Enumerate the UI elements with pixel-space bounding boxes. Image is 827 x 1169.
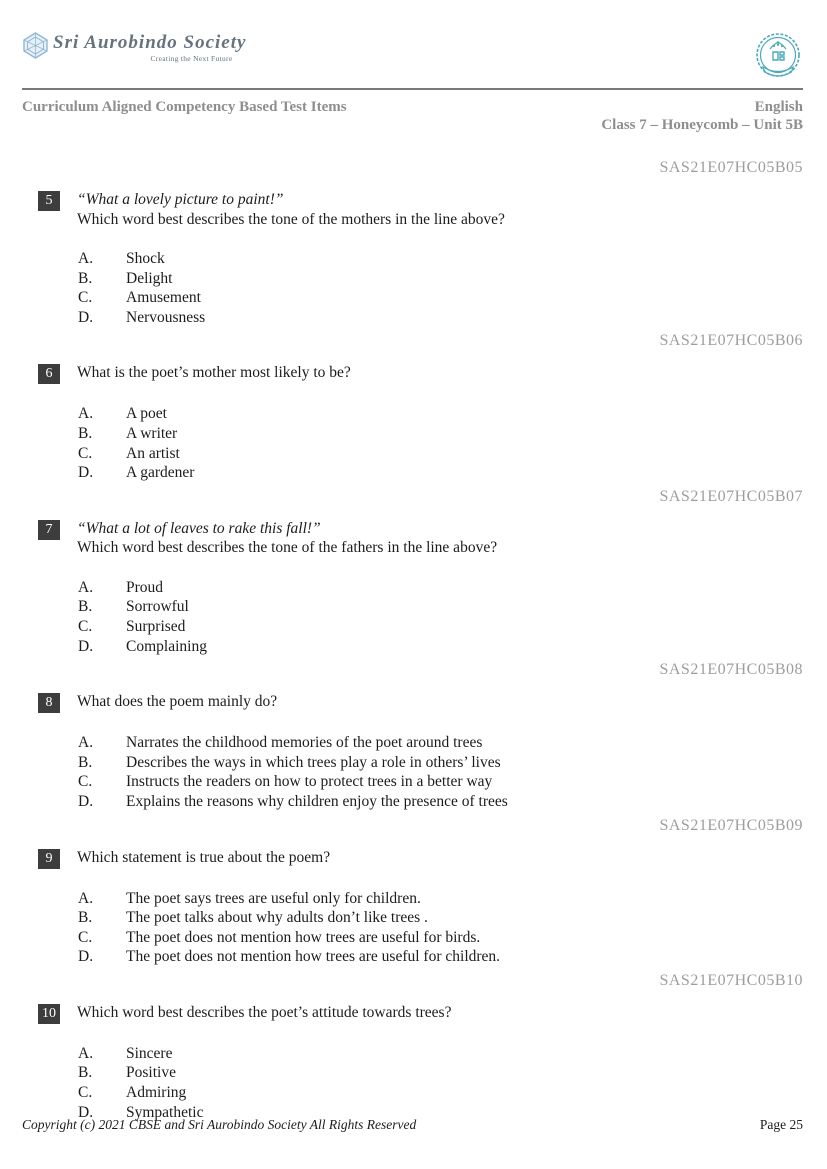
option-letter: B. bbox=[78, 1064, 93, 1082]
option-text: Proud bbox=[126, 578, 164, 596]
option-letter: B. bbox=[78, 753, 93, 771]
document-title: Curriculum Aligned Competency Based Test Items bbox=[22, 99, 347, 115]
options-list bbox=[22, 733, 803, 811]
question-lines bbox=[77, 848, 330, 869]
option-text: A poet bbox=[126, 405, 167, 423]
question-text: Which word best describes the tone of the fathers in the line above? bbox=[77, 539, 498, 557]
option-row bbox=[78, 269, 803, 289]
question-lines bbox=[77, 363, 351, 384]
option-row bbox=[78, 249, 803, 269]
option-row bbox=[78, 928, 803, 948]
option-text: Explains the reasons why children enjoy the presence of trees bbox=[126, 792, 508, 810]
question-text: What is the poet’s mother most likely to be? bbox=[77, 364, 351, 382]
option-text: Sorrowful bbox=[126, 598, 189, 616]
option-letter: C. bbox=[78, 928, 93, 946]
option-letter: C. bbox=[78, 617, 93, 635]
option-row bbox=[78, 288, 803, 308]
option-text: Amusement bbox=[126, 289, 201, 307]
options-list bbox=[22, 249, 803, 327]
option-letter: B. bbox=[78, 424, 93, 442]
option-text: Describes the ways in which trees play a role in others’ lives bbox=[126, 753, 501, 771]
question-lines bbox=[77, 190, 505, 229]
option-row bbox=[78, 578, 803, 598]
question-block bbox=[22, 973, 803, 1122]
option-text: The poet talks about why adults don’t like trees . bbox=[126, 909, 428, 927]
question-number-badge: 5 bbox=[38, 191, 60, 211]
society-logo bbox=[22, 32, 803, 63]
option-row bbox=[78, 772, 803, 792]
option-letter: D. bbox=[78, 308, 94, 326]
question-text: Which word best describes the tone of the mothers in the line above? bbox=[77, 210, 505, 228]
option-text: Sincere bbox=[126, 1044, 173, 1062]
sub-header bbox=[22, 99, 803, 134]
page-number: Page 25 bbox=[759, 1117, 803, 1132]
option-letter: C. bbox=[78, 1084, 93, 1102]
option-text: Instructs the readers on how to protect trees in a better way bbox=[126, 773, 493, 791]
option-row bbox=[78, 1083, 803, 1103]
option-letter: B. bbox=[78, 598, 93, 616]
option-row bbox=[78, 947, 803, 967]
question-code: SAS21E07HC05B07 bbox=[659, 487, 803, 505]
class-unit-label: Class 7 – Honeycomb – Unit 5B bbox=[601, 116, 803, 133]
option-letter: D. bbox=[78, 792, 94, 810]
option-text: A gardener bbox=[126, 464, 195, 482]
question-code: SAS21E07HC05B06 bbox=[659, 332, 803, 350]
question-row bbox=[22, 190, 803, 229]
question-code: SAS21E07HC05B10 bbox=[659, 971, 803, 989]
question-block bbox=[22, 489, 803, 656]
question-number-badge: 6 bbox=[38, 364, 60, 384]
question-number-badge: 8 bbox=[38, 693, 60, 713]
option-text: Surprised bbox=[126, 617, 186, 635]
page-footer bbox=[22, 1117, 803, 1133]
option-letter: A. bbox=[78, 734, 94, 752]
option-letter: A. bbox=[78, 578, 94, 596]
question-quote: “What a lot of leaves to rake this fall!” bbox=[77, 519, 321, 537]
header-divider bbox=[22, 88, 803, 90]
option-row bbox=[78, 424, 803, 444]
options-list bbox=[22, 578, 803, 656]
cbse-logo-icon bbox=[753, 32, 803, 82]
question-block bbox=[22, 662, 803, 811]
society-logo-text bbox=[53, 32, 246, 63]
option-text: Sympathetic bbox=[126, 1103, 204, 1121]
option-row bbox=[78, 617, 803, 637]
copyright-text: Copyright (c) 2021 CBSE and Sri Aurobindo Society All Rights Reserved bbox=[22, 1117, 417, 1132]
questions-list bbox=[22, 160, 803, 1122]
option-row bbox=[78, 1063, 803, 1083]
option-letter: B. bbox=[78, 909, 93, 927]
option-row bbox=[78, 908, 803, 928]
option-row bbox=[78, 1044, 803, 1064]
question-code: SAS21E07HC05B05 bbox=[659, 159, 803, 176]
option-letter: A. bbox=[78, 1044, 94, 1062]
option-letter: C. bbox=[78, 773, 93, 791]
option-row bbox=[78, 733, 803, 753]
option-letter: A. bbox=[78, 889, 94, 907]
question-quote: “What a lovely picture to paint!” bbox=[77, 191, 284, 208]
option-text: Complaining bbox=[126, 637, 207, 655]
option-text: Delight bbox=[126, 269, 173, 287]
page-header bbox=[22, 32, 803, 88]
option-row bbox=[78, 463, 803, 483]
option-row bbox=[78, 753, 803, 773]
option-letter: A. bbox=[78, 405, 94, 423]
society-name: Sri Aurobindo Society bbox=[53, 32, 247, 53]
question-lines bbox=[77, 692, 277, 713]
option-letter: C. bbox=[78, 444, 93, 462]
question-lines bbox=[77, 1003, 451, 1024]
subject-label: English bbox=[754, 99, 803, 115]
option-row bbox=[78, 308, 803, 328]
options-list bbox=[22, 404, 803, 482]
question-block bbox=[22, 160, 803, 327]
question-text: Which statement is true about the poem? bbox=[77, 848, 331, 866]
question-row bbox=[22, 1003, 803, 1024]
option-text: Nervousness bbox=[126, 308, 206, 326]
question-code: SAS21E07HC05B09 bbox=[659, 816, 803, 834]
option-row bbox=[78, 792, 803, 812]
question-row bbox=[22, 363, 803, 384]
options-list bbox=[22, 889, 803, 967]
option-letter: C. bbox=[78, 289, 93, 307]
question-number-badge: 7 bbox=[38, 520, 60, 540]
option-row bbox=[78, 404, 803, 424]
option-letter: A. bbox=[78, 250, 94, 267]
question-number-badge: 9 bbox=[38, 849, 60, 869]
option-row bbox=[78, 444, 803, 464]
option-letter: D. bbox=[78, 948, 94, 966]
options-list bbox=[22, 1044, 803, 1122]
question-row bbox=[22, 848, 803, 869]
question-block bbox=[22, 333, 803, 482]
option-letter: D. bbox=[78, 464, 94, 482]
society-tagline: Creating the Next Future bbox=[150, 54, 233, 63]
option-text: Shock bbox=[126, 250, 165, 267]
question-number-badge: 10 bbox=[38, 1004, 60, 1024]
question-row bbox=[22, 692, 803, 713]
option-letter: D. bbox=[78, 637, 94, 655]
question-code: SAS21E07HC05B08 bbox=[659, 661, 803, 679]
option-text: Positive bbox=[126, 1064, 176, 1082]
question-lines bbox=[77, 519, 497, 558]
subject-block bbox=[601, 99, 803, 134]
option-text: A writer bbox=[126, 424, 178, 442]
question-block bbox=[22, 818, 803, 967]
option-text: An artist bbox=[126, 444, 180, 462]
option-letter: B. bbox=[78, 269, 93, 287]
option-text: The poet does not mention how trees are useful for birds. bbox=[126, 928, 481, 946]
question-row bbox=[22, 519, 803, 558]
question-text: What does the poem mainly do? bbox=[77, 693, 278, 711]
option-text: Admiring bbox=[126, 1084, 187, 1102]
option-row bbox=[78, 889, 803, 909]
option-text: Narrates the childhood memories of the poet around trees bbox=[126, 734, 483, 752]
option-text: The poet does not mention how trees are useful for children. bbox=[126, 948, 501, 966]
option-row bbox=[78, 597, 803, 617]
society-diamond-icon bbox=[22, 32, 49, 59]
option-row bbox=[78, 637, 803, 657]
question-text: Which word best describes the poet’s attitude towards trees? bbox=[77, 1003, 452, 1021]
option-text: The poet says trees are useful only for children. bbox=[126, 889, 421, 907]
option-letter: D. bbox=[78, 1103, 94, 1121]
